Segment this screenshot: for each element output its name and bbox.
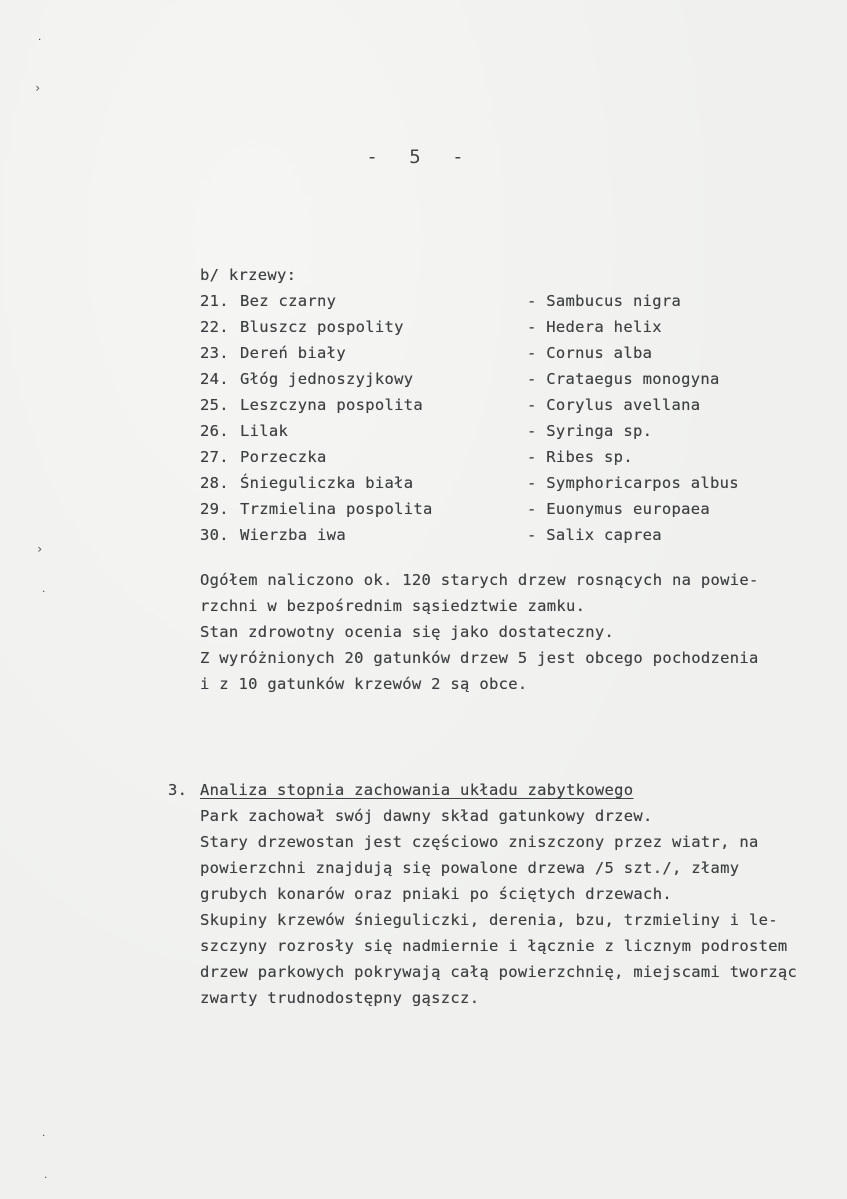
summary-line: Z wyróżnionych 20 gatunków drzew 5 jest obcego pochodzenia bbox=[200, 649, 759, 667]
item-number: 27. bbox=[200, 448, 229, 466]
item-number: 29. bbox=[200, 500, 229, 518]
shrub-list bbox=[200, 288, 780, 548]
summary-line: rzchni w bezpośrednim sąsiedztwie zamku. bbox=[200, 597, 586, 615]
item-number: 21. bbox=[200, 292, 229, 310]
section-b-heading bbox=[200, 262, 296, 288]
item-latin-name: - Corylus avellana bbox=[527, 396, 701, 414]
list-item bbox=[200, 470, 780, 496]
margin-mark: › bbox=[34, 81, 42, 95]
list-item bbox=[200, 496, 780, 522]
item-latin-name: - Hedera helix bbox=[527, 318, 662, 336]
body-line: zwarty trudnodostępny gąszcz. bbox=[200, 989, 480, 1007]
list-item bbox=[200, 288, 780, 314]
item-polish-name: Lilak bbox=[240, 422, 289, 440]
item-number: 23. bbox=[200, 344, 229, 362]
item-latin-name: - Ribes sp. bbox=[527, 448, 633, 466]
section-b-heading-text: b/ krzewy: bbox=[200, 266, 297, 284]
item-number: 24. bbox=[200, 370, 229, 388]
page-number: - 5 - bbox=[366, 146, 474, 168]
margin-mark: ˙ bbox=[42, 1175, 50, 1189]
item-latin-name: - Symphoricarpos albus bbox=[527, 474, 739, 492]
margin-mark: ˙ bbox=[40, 589, 48, 603]
item-latin-name: - Euonymus europaea bbox=[527, 500, 711, 518]
item-number: 30. bbox=[200, 526, 229, 544]
item-polish-name: Bez czarny bbox=[240, 292, 337, 310]
section-3-number: 3. bbox=[168, 781, 188, 799]
item-polish-name: Dereń biały bbox=[240, 344, 346, 362]
item-number: 25. bbox=[200, 396, 229, 414]
margin-mark: ˙ bbox=[36, 37, 44, 51]
body-line: Skupiny krzewów śnieguliczki, derenia, bzu, trzmieliny i le- bbox=[200, 911, 778, 929]
item-latin-name: - Cornus alba bbox=[527, 344, 653, 362]
margin-mark: ˙ bbox=[40, 1133, 48, 1147]
body-line: szczyny rozrosły się nadmiernie i łącznie z licznym podrostem bbox=[200, 937, 788, 955]
list-item bbox=[200, 418, 780, 444]
summary-line: i z 10 gatunków krzewów 2 są obce. bbox=[200, 675, 528, 693]
item-number: 22. bbox=[200, 318, 229, 336]
section-3-title: Analiza stopnia zachowania układu zabytkowego bbox=[200, 781, 634, 799]
item-polish-name: Leszczyna pospolita bbox=[240, 396, 424, 414]
item-polish-name: Wierzba iwa bbox=[240, 526, 346, 544]
body-line: drzew parkowych pokrywają całą powierzchnię, miejscami tworząc bbox=[200, 963, 798, 981]
item-latin-name: - Crataegus monogyna bbox=[527, 370, 720, 388]
list-item bbox=[200, 392, 780, 418]
item-polish-name: Bluszcz pospolity bbox=[240, 318, 404, 336]
item-latin-name: - Sambucus nigra bbox=[527, 292, 682, 310]
item-polish-name: Głóg jednoszyjkowy bbox=[240, 370, 414, 388]
list-item bbox=[200, 366, 780, 392]
summary-line: Ogółem naliczono ok. 120 starych drzew rosnących na powie- bbox=[200, 571, 759, 589]
list-item bbox=[200, 340, 780, 366]
margin-mark: › bbox=[36, 542, 44, 556]
item-polish-name: Śnieguliczka biała bbox=[240, 474, 414, 492]
item-latin-name: - Salix caprea bbox=[527, 526, 662, 544]
item-polish-name: Porzeczka bbox=[240, 448, 327, 466]
body-line: Stary drzewostan jest częściowo zniszczony przez wiatr, na bbox=[200, 833, 759, 851]
body-line: Park zachował swój dawny skład gatunkowy drzew. bbox=[200, 807, 653, 825]
body-line: grubych konarów oraz pniaki po ściętych drzewach. bbox=[200, 885, 672, 903]
body-line: powierzchni znajdują się powalone drzewa /5 szt./, złamy bbox=[200, 859, 740, 877]
list-item bbox=[200, 444, 780, 470]
item-number: 28. bbox=[200, 474, 229, 492]
item-number: 26. bbox=[200, 422, 229, 440]
summary-line: Stan zdrowotny ocenia się jako dostateczny. bbox=[200, 623, 615, 641]
section-3-body bbox=[200, 803, 840, 1011]
list-item bbox=[200, 314, 780, 340]
item-latin-name: - Syringa sp. bbox=[527, 422, 653, 440]
list-item bbox=[200, 522, 780, 548]
summary-paragraph bbox=[200, 567, 800, 697]
section-3-heading bbox=[168, 777, 633, 803]
item-polish-name: Trzmielina pospolita bbox=[240, 500, 433, 518]
